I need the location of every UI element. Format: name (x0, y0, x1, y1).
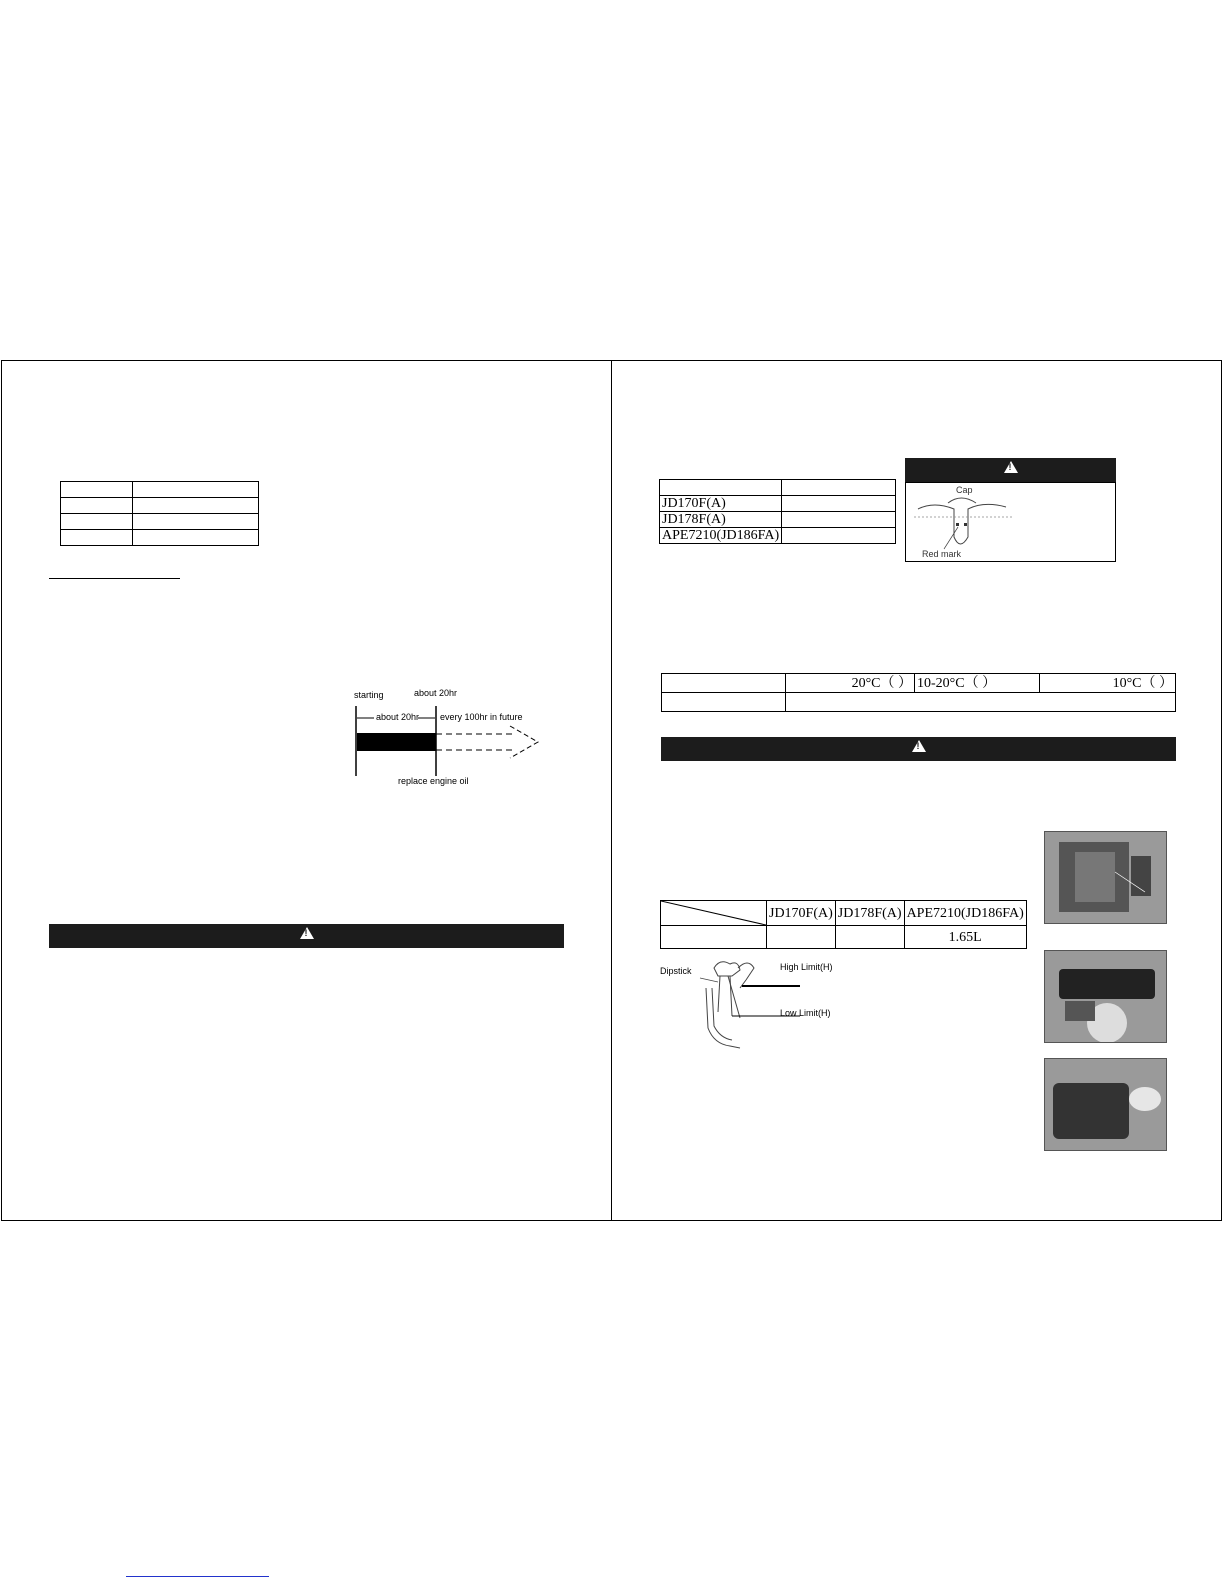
dipstick-figure (660, 958, 840, 1058)
model-cell: JD178F(A) (660, 512, 782, 528)
table-row (660, 496, 896, 512)
table-row (61, 514, 259, 530)
capacity-header: JD178F(A) (835, 901, 904, 926)
red-mark-label: Red mark (922, 549, 962, 559)
cap-label: Cap (956, 485, 973, 495)
table-row (61, 530, 259, 546)
temp-range-mid: 10-20°C（ ） (915, 674, 1040, 693)
table-row (61, 498, 259, 514)
table-row (662, 674, 1176, 693)
section-heading-underline (49, 578, 180, 579)
warning-icon (1004, 461, 1018, 473)
oil-change-schedule-figure (352, 686, 544, 794)
page-divider (611, 360, 612, 1221)
capacity-value (835, 926, 904, 949)
capacity-header: JD170F(A) (767, 901, 836, 926)
schedule-starting-label: starting (354, 690, 384, 700)
capacity-value: 1.65L (904, 926, 1026, 949)
cap-figure-box (905, 482, 1116, 562)
table-row (661, 926, 1027, 949)
schedule-about-20hr-top-label: about 20hr (414, 688, 458, 698)
schedule-every-100hr-label: every 100hr in future (440, 712, 523, 722)
table-row (660, 528, 896, 544)
table-row (61, 482, 259, 498)
capacity-value (767, 926, 836, 949)
table-row (661, 901, 1027, 926)
schedule-about-20hr-span-label: about 20hr (376, 712, 420, 722)
diagonal-header-cell (661, 901, 767, 926)
engine-photo-dipstick (1044, 831, 1167, 924)
model-cell: APE7210(JD186FA) (660, 528, 782, 544)
temperature-table (661, 673, 1176, 712)
temp-range-high: 20°C（ ） (786, 674, 915, 693)
high-limit-label: High Limit(H) (780, 962, 833, 972)
dipstick-label: Dipstick (660, 966, 692, 976)
engine-photo-element (1044, 1058, 1167, 1151)
warning-bar-left (49, 924, 564, 948)
footer-link-underline[interactable] (126, 1576, 269, 1577)
warning-icon (300, 927, 314, 939)
warning-icon (912, 740, 926, 752)
table-row (662, 693, 1176, 712)
warning-bar-cap (905, 458, 1116, 482)
warning-bar-right (661, 737, 1176, 761)
table-row (660, 512, 896, 528)
model-cell: JD170F(A) (660, 496, 782, 512)
temp-range-low: 10°C（ ） (1040, 674, 1176, 693)
low-limit-label: Low Limit(H) (780, 1008, 831, 1018)
capacity-header: APE7210(JD186FA) (904, 901, 1026, 926)
engine-photo-air-cleaner (1044, 950, 1167, 1043)
oil-model-table (659, 479, 896, 544)
schedule-caption: replace engine oil (398, 776, 469, 786)
table-row (660, 480, 896, 496)
left-spec-table (60, 481, 259, 546)
oil-capacity-table (660, 900, 1027, 949)
